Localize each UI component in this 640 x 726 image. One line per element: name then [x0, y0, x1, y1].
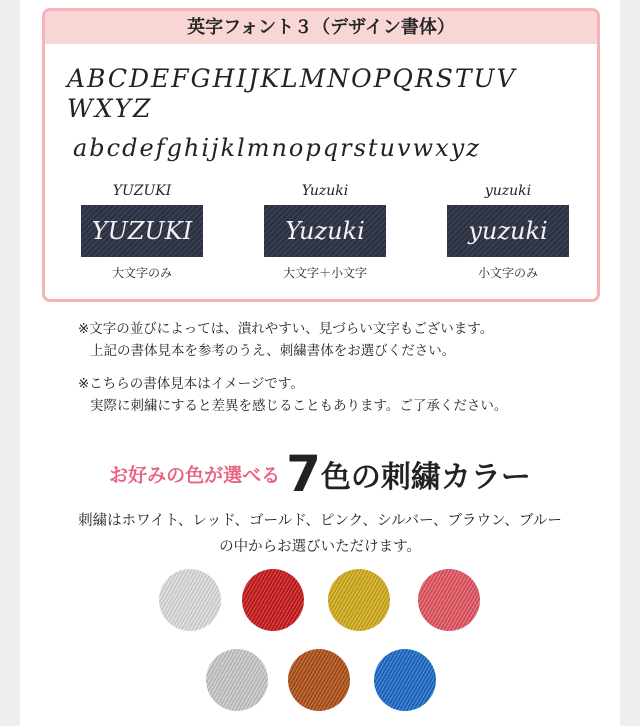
page [20, 0, 620, 726]
description-line: 刺繍はホワイト、レッド、ゴールド、ピンク、シルバー、ブラウン、ブルー [78, 513, 562, 529]
notes [78, 318, 598, 428]
swatch-brown [288, 649, 350, 711]
sample-label: YUZUKI [112, 183, 172, 199]
embroidery-sample-image: YUZUKI [81, 205, 203, 257]
headline-main: 色の刺繍カラー [320, 460, 531, 495]
color-headline [20, 445, 620, 503]
note-item [78, 318, 598, 362]
swatch-white [159, 569, 221, 631]
uppercase-line-1: ABCDEFGHIJKLMNOPQRSTUV [67, 64, 517, 93]
color-description [20, 508, 620, 560]
sample-label: yuzuki [484, 183, 532, 199]
headline-number: 7 [286, 445, 321, 503]
font-sample-box [42, 8, 600, 302]
sample-caption: 小文字のみ [477, 266, 538, 280]
sample-lowercase [438, 183, 578, 281]
note-item [78, 373, 598, 417]
sample-mixed-case [255, 183, 395, 281]
description-line: の中からお選びいただけます。 [219, 539, 421, 555]
embroidery-sample-image: yuzuki [447, 205, 569, 257]
note-line: ※文字の並びによっては、潰れやすい、見づらい文字もございます。 [78, 321, 494, 337]
sample-uppercase [72, 183, 212, 281]
note-line: 実際に刺繍にすると差異を感じることもあります。ご了承ください。 [90, 398, 508, 414]
swatch-pink [418, 569, 480, 631]
note-line: 上記の書体見本を参考のうえ、刺繍書体をお選びください。 [90, 343, 456, 359]
swatch-blue [374, 649, 436, 711]
embroidery-sample-image: Yuzuki [264, 205, 386, 257]
headline-prefix: お好みの色が選べる [109, 464, 281, 487]
font-section-title: 英字フォント３（デザイン書体） [45, 11, 597, 44]
uppercase-alphabet [67, 64, 577, 124]
lowercase-alphabet: abcdefghijklmnopqrstuvwxyz [73, 134, 481, 162]
sample-label: Yuzuki [301, 183, 349, 199]
swatch-red [242, 569, 304, 631]
swatch-gold [328, 569, 390, 631]
swatch-silver [206, 649, 268, 711]
sample-caption: 大文字＋小文字 [282, 266, 367, 280]
sample-caption: 大文字のみ [111, 266, 172, 280]
note-line: ※こちらの書体見本はイメージです。 [78, 376, 304, 392]
uppercase-line-2: WXYZ [67, 94, 153, 123]
